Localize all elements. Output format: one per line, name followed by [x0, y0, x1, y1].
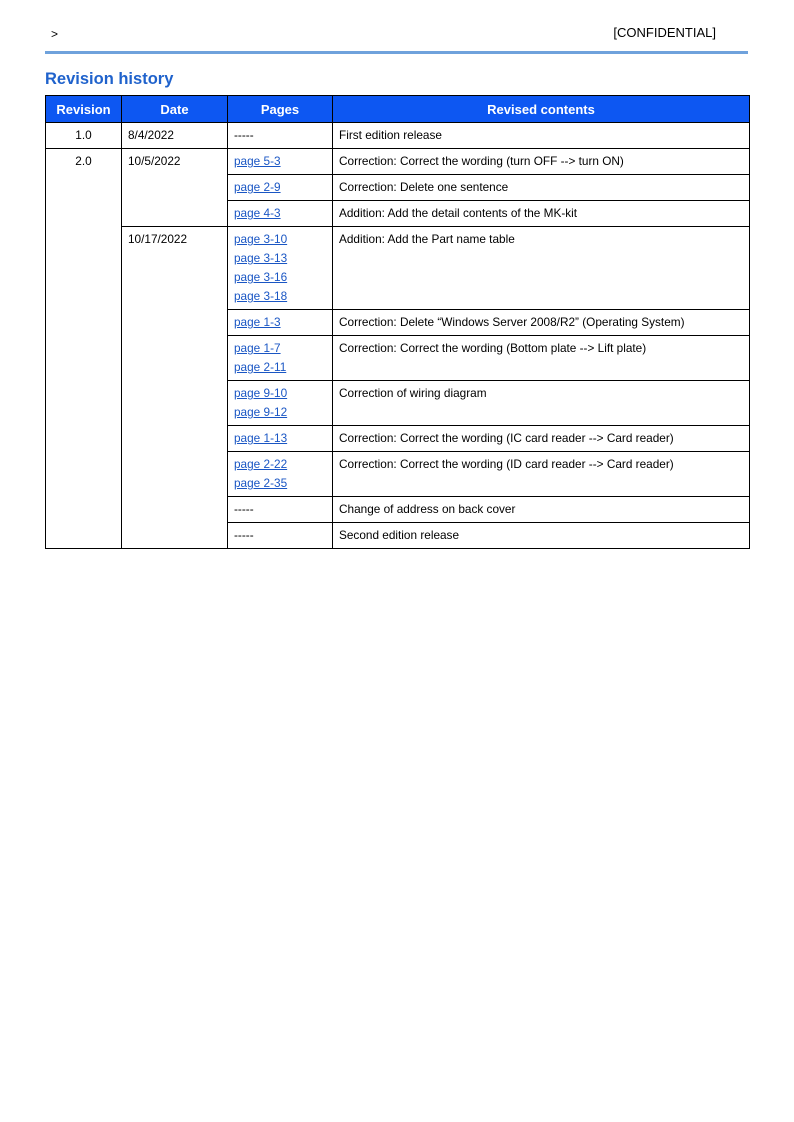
page-link[interactable]: page 9-10 — [234, 386, 288, 400]
pages-cell — [228, 201, 333, 227]
column-header-date: Date — [122, 96, 228, 123]
page-link[interactable]: page 3-10 — [234, 232, 288, 246]
revised-contents-cell: Correction: Correct the wording (IC card reader --> Card reader) — [333, 426, 750, 452]
pages-cell — [228, 175, 333, 201]
pages-cell — [228, 381, 333, 426]
pages-cell — [228, 452, 333, 497]
page-link[interactable]: page 5-3 — [234, 154, 281, 168]
revision-cell: 2.0 — [46, 149, 122, 549]
revised-contents-cell: Second edition release — [333, 523, 750, 549]
table-header-row — [46, 96, 750, 123]
pages-cell — [228, 523, 333, 549]
page-link[interactable]: page 2-9 — [234, 180, 281, 194]
revised-contents-cell: Correction of wiring diagram — [333, 381, 750, 426]
confidential-label: [CONFIDENTIAL] — [613, 25, 716, 40]
revised-contents-cell: Correction: Correct the wording (turn OFF --> turn ON) — [333, 149, 750, 175]
page-link[interactable]: page 2-35 — [234, 476, 288, 490]
pages-cell — [228, 149, 333, 175]
pages-cell — [228, 497, 333, 523]
breadcrumb: > — [51, 27, 59, 41]
table-row — [46, 227, 750, 310]
page-link[interactable]: page 2-22 — [234, 457, 288, 471]
column-header-revised-contents: Revised contents — [333, 96, 750, 123]
table-row — [46, 149, 750, 175]
column-header-pages: Pages — [228, 96, 333, 123]
pages-cell — [228, 310, 333, 336]
column-header-revision: Revision — [46, 96, 122, 123]
table-body — [46, 123, 750, 549]
revised-contents-cell: First edition release — [333, 123, 750, 149]
page-link[interactable]: page 3-13 — [234, 251, 288, 265]
revised-contents-cell: Addition: Add the detail contents of the MK-kit — [333, 201, 750, 227]
table-row — [46, 123, 750, 149]
page-link[interactable]: page 1-7 — [234, 341, 281, 355]
date-cell: 10/17/2022 — [122, 227, 228, 549]
page-link[interactable]: page 2-11 — [234, 360, 287, 374]
revision-history-table — [45, 95, 750, 549]
revision-cell: 1.0 — [46, 123, 122, 149]
page-link[interactable]: page 1-3 — [234, 315, 281, 329]
date-cell: 8/4/2022 — [122, 123, 228, 149]
revised-contents-cell: Addition: Add the Part name table — [333, 227, 750, 310]
pages-cell — [228, 336, 333, 381]
revised-contents-cell: Change of address on back cover — [333, 497, 750, 523]
page-link[interactable]: page 3-18 — [234, 289, 288, 303]
revised-contents-cell: Correction: Correct the wording (Bottom plate --> Lift plate) — [333, 336, 750, 381]
revised-contents-cell: Correction: Delete “Windows Server 2008/R2” (Operating System) — [333, 310, 750, 336]
pages-cell — [228, 227, 333, 310]
page-link[interactable]: page 3-16 — [234, 270, 288, 284]
no-page-placeholder: ----- — [234, 502, 254, 516]
date-cell: 10/5/2022 — [122, 149, 228, 227]
no-page-placeholder: ----- — [234, 528, 254, 542]
page-link[interactable]: page 9-12 — [234, 405, 288, 419]
pages-cell — [228, 426, 333, 452]
page-link[interactable]: page 1-13 — [234, 431, 288, 445]
no-page-placeholder: ----- — [234, 128, 254, 142]
pages-cell — [228, 123, 333, 149]
revised-contents-cell: Correction: Delete one sentence — [333, 175, 750, 201]
section-title: Revision history — [45, 70, 174, 88]
page-link[interactable]: page 4-3 — [234, 206, 281, 220]
header-divider — [45, 51, 748, 54]
revised-contents-cell: Correction: Correct the wording (ID card reader --> Card reader) — [333, 452, 750, 497]
